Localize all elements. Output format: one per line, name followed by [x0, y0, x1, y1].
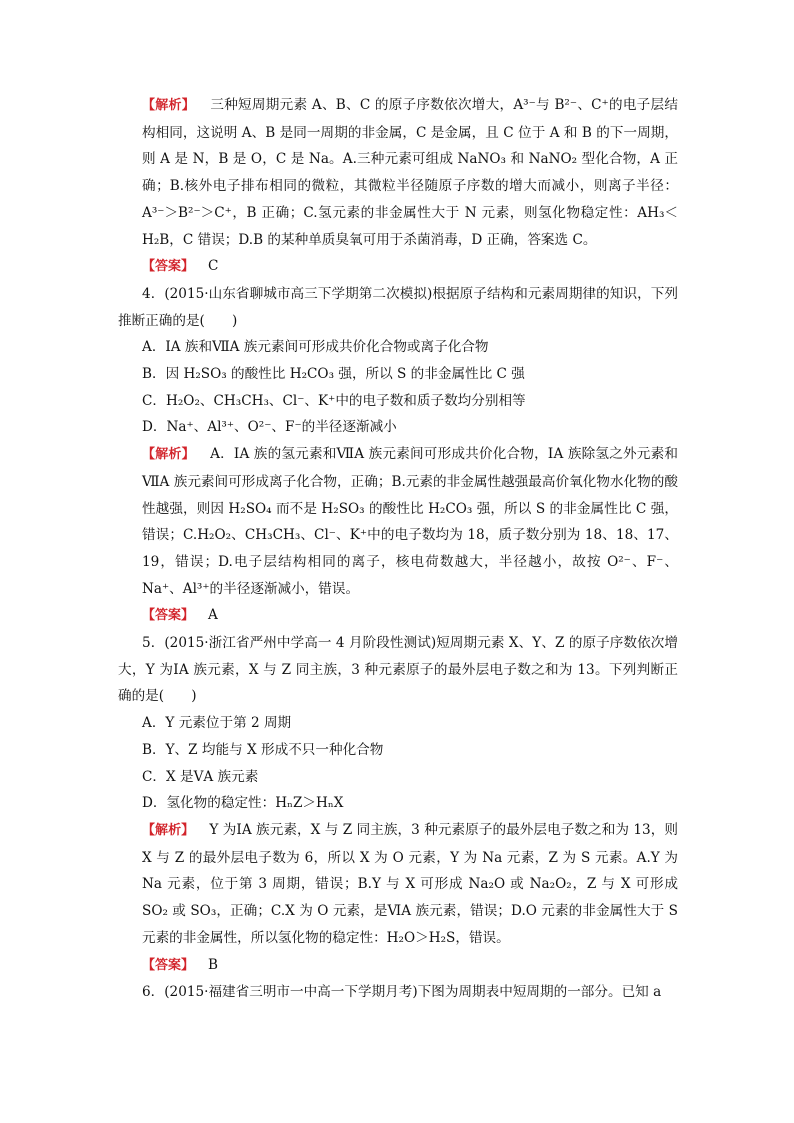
- q4-answer-value: A: [208, 607, 218, 624]
- q5-analysis-text: Y 为ⅠA 族元素，X 与 Z 同主族，3 种元素原子的最外层电子数之和为 13，则 X 与 Z 的最外层电子数为 6，所以 X 为 O 元素，Y 为 Na 元素，Z 为 S 元素。A.Y 为 Na 元素，位于第 3 周期，错误；B.Y 与 X 可形成 Na₂O 或 Na₂O₂，Z 与 X 可形成 SO₂ 或 SO₃，正确；C.X 为 O 元素，是ⅥA 族元素，错误；D.O 元素的非金属性大于 S 元素的非金属性，所以氢化物的稳定性：H₂O＞H₂S，错误。: [142, 821, 678, 946]
- q4-analysis: [118, 441, 678, 602]
- q3-answer-tag: 【答案】: [142, 259, 195, 275]
- q5-option-c: C．X 是ⅤA 族元素: [142, 768, 259, 785]
- q4-stem: 4．(2015·山东省聊城市高三下学期第二次模拟)根据原子结构和元素周期律的知识，下列推断正确的是( ): [118, 285, 678, 329]
- q5-answer: [118, 952, 678, 980]
- q3-analysis: [118, 92, 678, 253]
- q3-answer: [118, 253, 678, 281]
- q4-analysis-tag: 【解析】: [142, 447, 189, 463]
- q4-analysis-text: A．ⅠA 族的氢元素和ⅦA 族元素间可形成共价化合物，ⅠA 族除氢之外元素和ⅦA 族元素间可形成离子化合物，正确；B.元素的非金属性越强最高价氧化物水化物的酸性越强，则因 H₂SO₄ 而不是 H₂SO₃ 的酸性比 H₂CO₃ 强，所以 S 的非金属性比 C 强，错误；C.H₂O₂、CH₃CH₃、Cl⁻、K⁺中的电子数均为 18，质子数分别为 18、18、17、19，错误；D.电子层结构相同的离子，核电荷数越大，半径越小，故按 O²⁻、F⁻、Na⁺、Al³⁺的半径逐渐减小，错误。: [142, 446, 678, 597]
- q4-option-c: C．H₂O₂、CH₃CH₃、Cl⁻、K⁺中的电子数和质子数均分别相等: [142, 392, 526, 409]
- q3-analysis-tag: 【解析】: [142, 98, 189, 113]
- q5-answer-tag: 【答案】: [142, 957, 195, 973]
- q4-option-d: D．Na⁺、Al³⁺、O²⁻、F⁻的半径逐渐减小: [142, 419, 397, 436]
- q5-analysis: [118, 817, 678, 952]
- q4-answer-tag: 【答案】: [142, 608, 195, 624]
- q3-answer-value: C: [208, 258, 219, 275]
- q5-answer-value: B: [208, 956, 219, 973]
- q4-answer: [118, 602, 678, 630]
- q5-option-b: B．Y、Z 均能与 X 形成不只一种化合物: [142, 741, 384, 758]
- q3-analysis-text: 三种短周期元素 A、B、C 的原子序数依次增大，A³⁻与 B²⁻、C⁺的电子层结构相同，这说明 A、B 是同一周期的非金属，C 是金属，且 C 位于 A 和 B 的下一周期，则 A 是 N，B 是 O，C 是 Na。A.三种元素可组成 NaNO₃ 和 NaNO₂ 型化合物，A 正确；B.核外电子排布相同的微粒，其微粒半径随原子序数的增大而减小，则离子半径：A³⁻＞B²⁻＞C⁺，B 正确；C.氢元素的非金属性大于 N 元素，则氢化物稳定性：AH₃＜H₂B，C 错误；D.B 的某种单质臭氧可用于杀菌消毒，D 正确，答案选 C。: [142, 97, 678, 248]
- q5-option-d: D．氢化物的稳定性：HₙZ＞HₙX: [142, 795, 344, 812]
- q4-option-a: A．ⅠA 族和ⅦA 族元素间可形成共价化合物或离子化合物: [142, 339, 489, 356]
- q6-stem: 6．(2015·福建省三明市一中高一下学期月考)下图为周期表中短周期的一部分。已知 a: [142, 984, 662, 1001]
- q5-stem: 5．(2015·浙江省严州中学高一 4 月阶段性测试)短周期元素 X、Y、Z 的原子序数依次增大，Y 为ⅠA 族元素，X 与 Z 同主族，3 种元素原子的最外层电子数之和为 13。下列判断正确的是( ): [118, 635, 678, 705]
- q5-analysis-tag: 【解析】: [142, 822, 188, 838]
- q4-option-b: B．因 H₂SO₃ 的酸性比 H₂CO₃ 强，所以 S 的非金属性比 C 强: [142, 366, 525, 383]
- q5-option-a: A．Y 元素位于第 2 周期: [142, 715, 292, 732]
- document-body: [118, 92, 678, 1006]
